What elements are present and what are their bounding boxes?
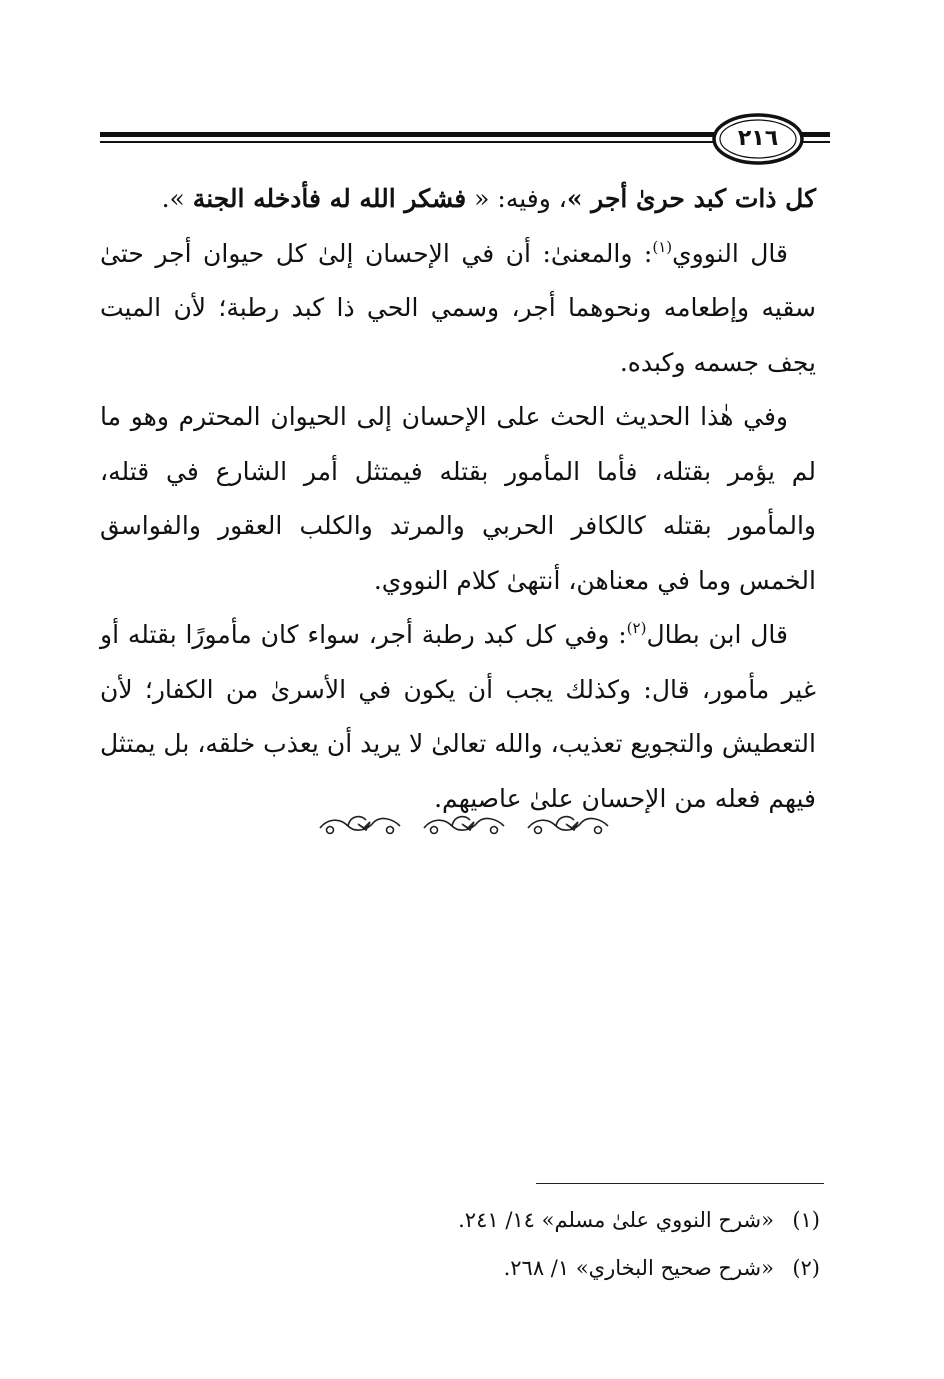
hadith-quote: فشكر الله له فأدخله الجنة — [192, 184, 467, 213]
footnote-separator — [536, 1183, 824, 1184]
text-run: ، وفيه: « — [474, 184, 567, 213]
footnotes — [420, 1196, 820, 1292]
text-run: قال ابن بطال — [646, 620, 788, 649]
footnote-ref-2[interactable]: (٢) — [626, 619, 647, 637]
hadith-quote-end: كل ذات كبد حرىٰ أجر » — [566, 184, 816, 213]
text-run: : وفي كل كبد رطبة أجر، سواء كان مأمورًا بقتله أو غير مأمور، قال: وكذلك يجب أن يكون في الأسرىٰ من الكفار؛ لأن التعطيش والتجويع تعذيب، والله تعالىٰ لا يريد أن يعذب خلقه، بل يمتثل فيهم فعله من الإحسان علىٰ عاصيهم. — [100, 620, 816, 813]
footnote-1 — [420, 1196, 820, 1244]
text-run: ». — [161, 184, 185, 213]
text-run: قال النووي — [672, 238, 788, 268]
paragraph-3: وفي هٰذا الحديث الحث على الإحسان إلى الحيوان المحترم وهو ما لم يؤمر بقتله، فأما المأمور بقتله فيمتثل أمر الشارع في قتله، والمأمور بقتله كالكافر الحربي والمرتد والكلب العقور والفواسق الخمس وما في معناهن، أنتهىٰ كلام النووي. — [100, 402, 816, 595]
footnote-ref-1[interactable]: (١) — [652, 237, 673, 256]
page-number: ٢١٦ — [737, 126, 779, 151]
footnote-text: «شرح النووي علىٰ مسلم» ١٤/ ٢٤١. — [458, 1208, 774, 1232]
floral-divider-icon — [314, 806, 624, 842]
text-run: : والمعنىٰ: أن في الإحسان إلىٰ كل حيوان أجر حتىٰ سقيه وإطعامه ونحوهما أجر، وسمي الحي ذا كبد رطبة؛ لأن الميت يجف جسمه وكبده. — [100, 238, 816, 377]
footnote-2 — [420, 1244, 820, 1292]
footnote-number: (٢) — [792, 1256, 820, 1280]
paragraph-2 — [100, 227, 816, 391]
paragraph-1 — [100, 172, 816, 227]
paragraph-4 — [100, 608, 816, 826]
page-header — [100, 108, 830, 168]
main-text — [100, 172, 816, 826]
footnote-number: (١) — [792, 1208, 820, 1232]
footnote-text: «شرح صحيح البخاري» ١/ ٢٦٨. — [503, 1256, 774, 1280]
